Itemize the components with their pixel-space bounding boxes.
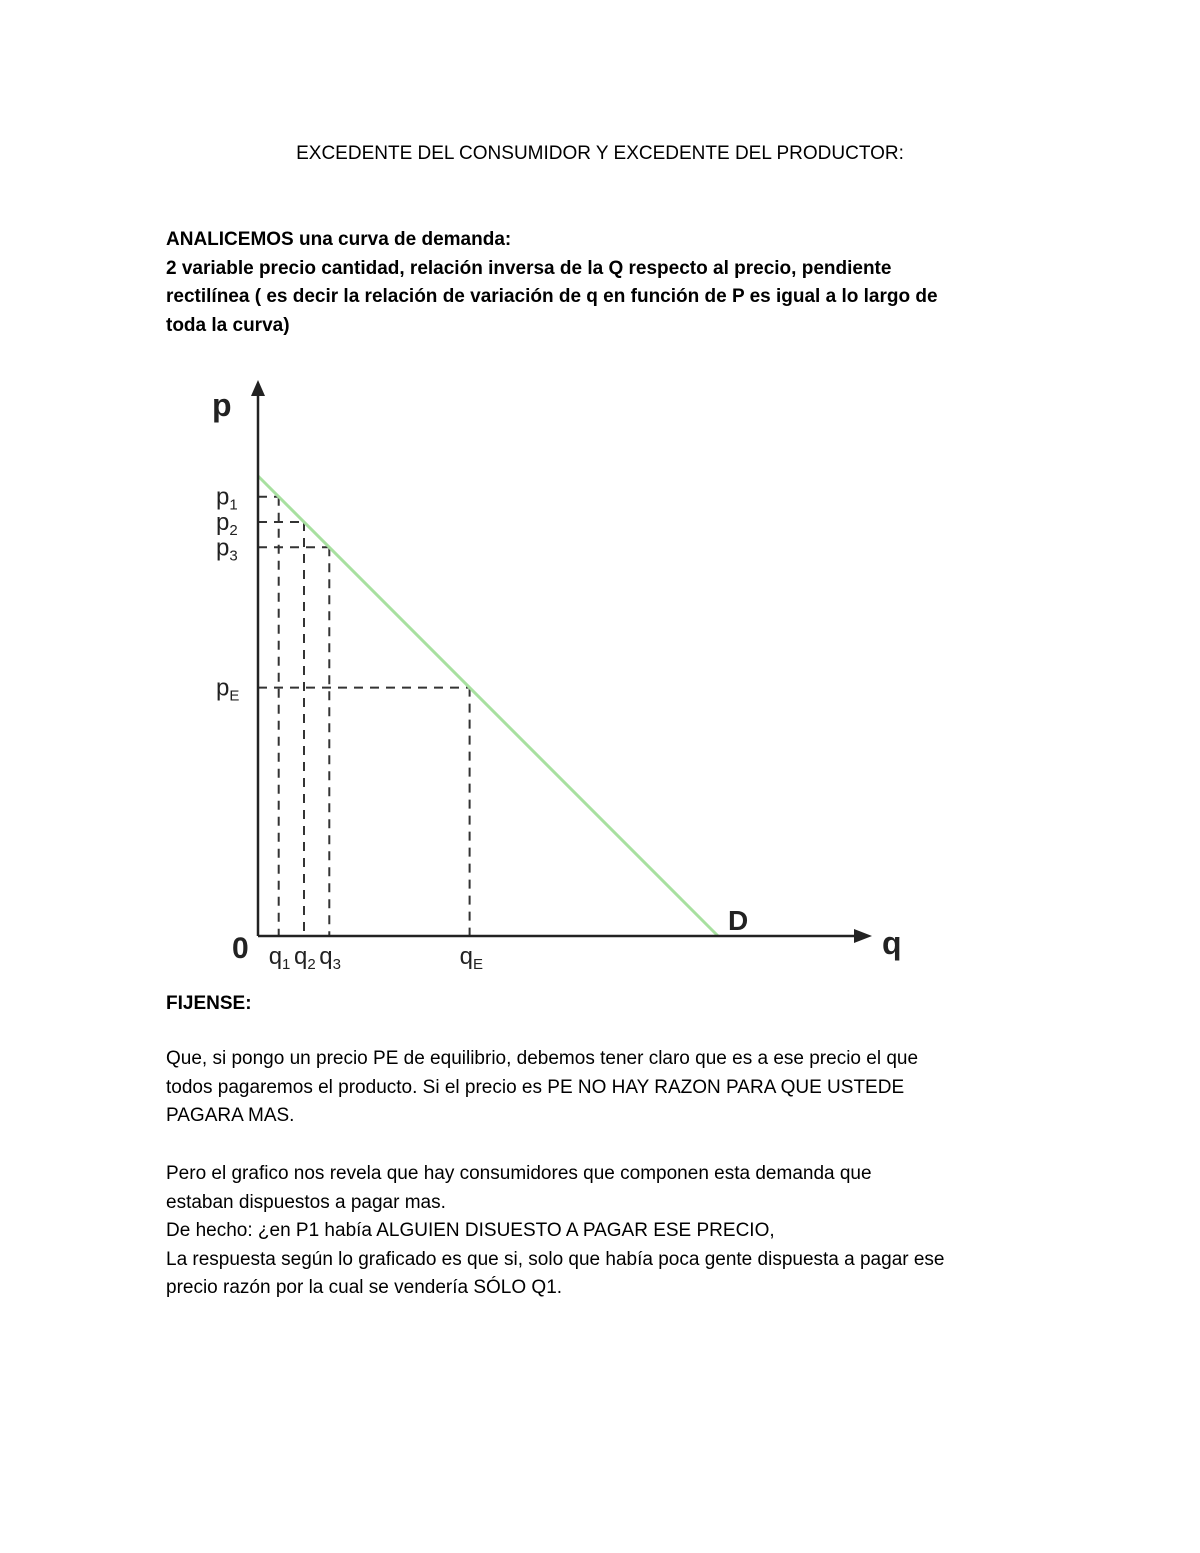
paragraph-line: Pero el grafico nos revela que hay consumidores que componen esta demanda que <box>166 1163 872 1184</box>
intro-line: rectilínea ( es decir la relación de variación de q en función de P es igual a lo largo de <box>166 286 938 307</box>
paragraph-line: PAGARA MAS. <box>166 1105 295 1126</box>
intro-line: toda la curva) <box>166 314 290 336</box>
intro-section <box>166 226 1046 340</box>
y-axis-label: p <box>212 387 232 423</box>
price-tick-label: $p_3$ <box>216 534 238 565</box>
origin-label: 0 <box>232 932 249 965</box>
price-tick-label: $p_1$ <box>216 483 238 514</box>
quantity-tick-label: $q_1$ <box>268 943 291 973</box>
paragraph-equilibrium <box>166 1045 1046 1131</box>
curve-label: D <box>728 905 749 936</box>
paragraph-line: precio razón por la cual se vendería SÓLO Q1. <box>166 1277 563 1298</box>
price-tick-label: $p_2$ <box>216 509 238 539</box>
price-tick-label: $p_E$ <box>216 674 240 705</box>
quantity-tick-label: $q_E$ <box>459 943 483 973</box>
fijense-heading: FIJENSE: <box>166 993 252 1014</box>
x-axis-label: q <box>882 925 902 961</box>
intro-line: 2 variable precio cantidad, relación inversa de la Q respecto al precio, pendiente <box>166 257 892 279</box>
x-axis-arrow-icon <box>854 929 872 943</box>
demand-curve-chart <box>200 370 920 980</box>
paragraph-line: estaban dispuestos a pagar mas. <box>166 1191 446 1213</box>
document-title: EXCEDENTE DEL CONSUMIDOR Y EXCEDENTE DEL PRODUCTOR: <box>296 143 904 164</box>
paragraph-line: De hecho: ¿en P1 había ALGUIEN DISUESTO A PAGAR ESE PRECIO, <box>166 1220 775 1241</box>
y-axis-arrow-icon <box>251 380 265 396</box>
demand-curve-line <box>258 476 718 936</box>
fijense-heading-block <box>166 990 1046 1019</box>
quantity-tick-label: $q_2$ <box>294 943 316 973</box>
paragraph-line: todos pagaremos el producto. Si el precio es PE NO HAY RAZON PARA QUE USTEDE <box>166 1076 905 1098</box>
paragraph-graph-reveals <box>166 1160 1046 1303</box>
quantity-tick-label: $q_3$ <box>319 943 342 973</box>
paragraph-line: La respuesta según lo graficado es que si, solo que había poca gente dispuesta a pagar ese <box>166 1248 945 1270</box>
intro-heading: ANALICEMOS una curva de demanda: <box>166 229 512 250</box>
paragraph-line: Que, si pongo un precio PE de equilibrio, debemos tener claro que es a ese precio el que <box>166 1048 919 1069</box>
